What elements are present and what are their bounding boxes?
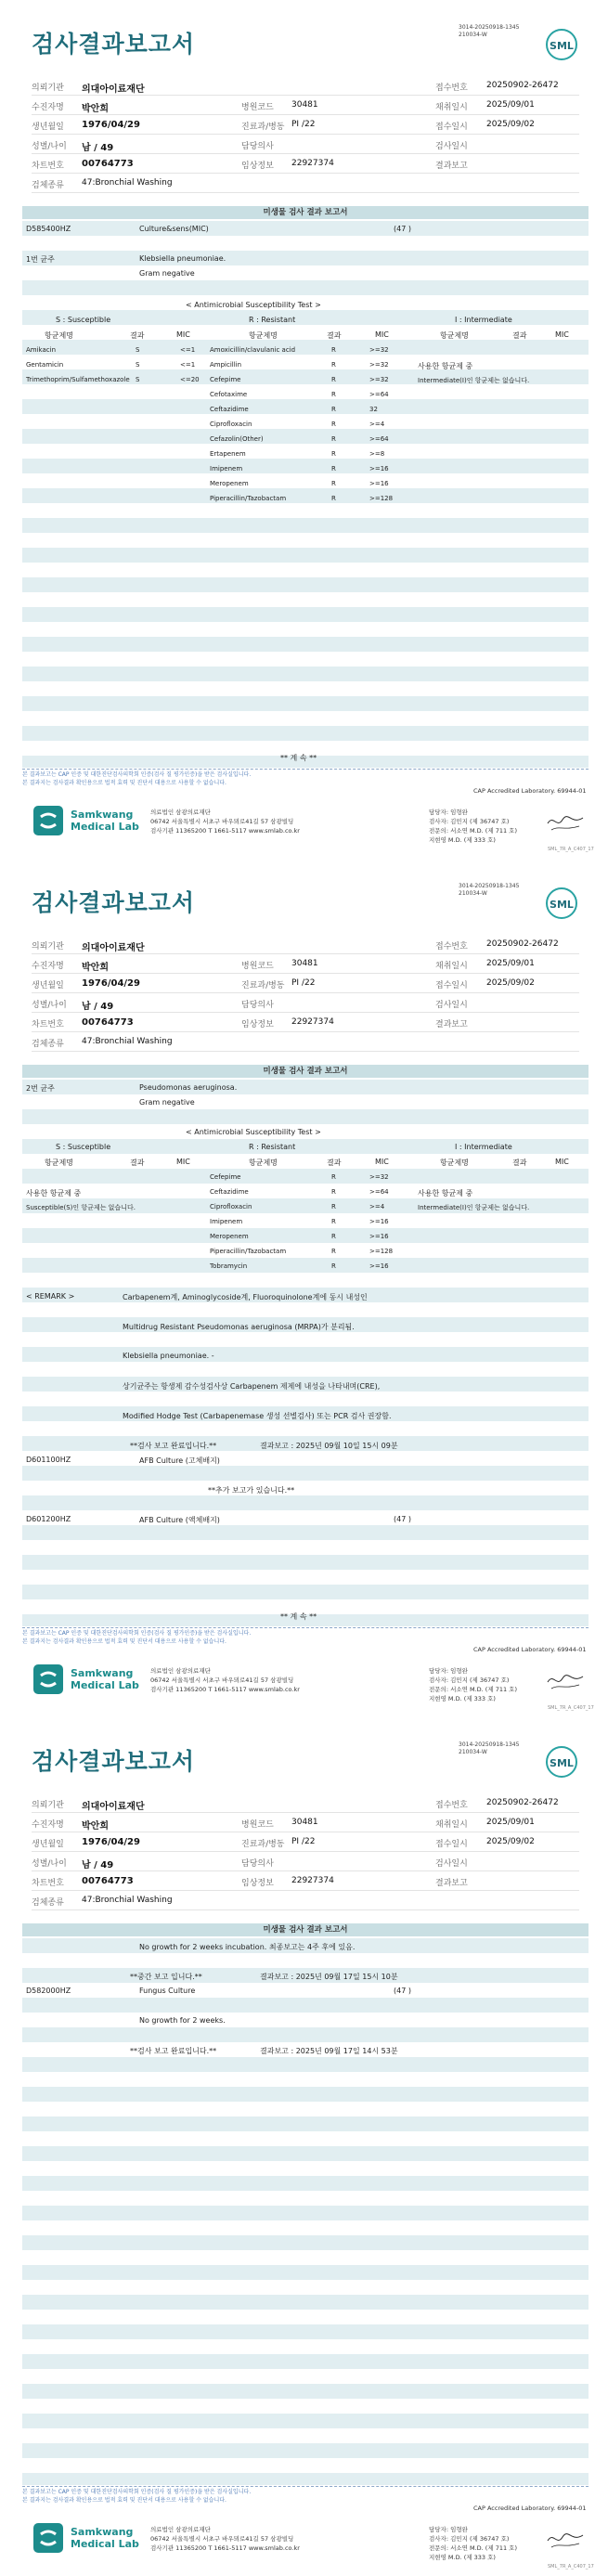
- drug-name: Cefepime: [210, 1173, 241, 1181]
- drug-name: Cefepime: [210, 376, 241, 383]
- drug-name: Ampicillin: [210, 361, 242, 369]
- signatories: 담당자: 임형완 검사자: 김민지 (제 36747 호) 전문의: 서소연 M.D. (제 711 호) 지현영 M.D. (제 333 호): [429, 1667, 517, 1702]
- report-time: 결과보고 : 2025년 09월 17일 14시 53분: [260, 2047, 398, 2055]
- drug-name: Ceftazidime: [210, 406, 249, 413]
- ast-title: < Antimicrobial Susceptibility Test >: [186, 1128, 321, 1136]
- org-address: 의료법인 삼광의료재단 06742 서울특별시 서초구 바우뫼로41길 57 삼광빌딩 검사기관 11365200 T 1661-5117 www.smlab.co.kr: [150, 2526, 300, 2552]
- ast-title: < Antimicrobial Susceptibility Test >: [186, 301, 321, 309]
- print-stamp: 3014-20250918-1345 210034-W: [459, 1741, 520, 1755]
- drug-name: Ciprofloxacin: [210, 421, 252, 428]
- chart-number: 00764773: [82, 159, 134, 169]
- additional-report: **추가 보고가 있습니다.**: [208, 1486, 295, 1495]
- remark-label: < REMARK >: [26, 1292, 75, 1301]
- page-mark: SML_7R_A_C407_17: [548, 847, 594, 852]
- remark-line: Carbapenem계, Aminoglycoside계, Fluoroquinolone계에 동시 내성인: [123, 1293, 368, 1301]
- patient-header: 의뢰기관 의대아이료재단 접수번호 20250902-26472 수진자명 박안희 병원코드 30481 채취일시 2025/09/01 생년월일 1976/04/29 진료과/병동 PI /22 접수일시 2025/09/02 성별/나이 남 / 49 담당의사 검사일시 차트번호 00764773 임상정보 22927374 결과보고 검체종류 47:Bronchial Washing: [32, 76, 579, 193]
- specimen-type: 47:Bronchial Washing: [82, 178, 173, 188]
- patient-name: 박안희: [82, 104, 109, 114]
- receipt-number: 20250902-26472: [486, 81, 559, 90]
- result-table-background: [22, 206, 589, 768]
- institution: 의대아이료재단: [82, 84, 145, 95]
- section-title: 미생물 검사 결과 보고서: [22, 206, 589, 219]
- drug-name: Imipenem: [210, 465, 243, 472]
- organism-label: 1번 균주: [26, 255, 55, 264]
- remark-line: Klebsiella pneumoniae. -: [123, 1352, 214, 1360]
- page-mark: SML_7R_A_C407_17: [548, 1705, 594, 1711]
- page-mark: SML_7R_A_C407_17: [548, 2564, 594, 2570]
- sml-logo-badge: SML: [546, 887, 577, 919]
- legend-s: S : Susceptible: [56, 316, 111, 324]
- drug-name: Imipenem: [210, 1218, 243, 1225]
- remark-line: Multidrug Resistant Pseudomonas aeruginosa (MRPA)가 분리됨.: [123, 1323, 355, 1331]
- org-name: Samkwang Medical Lab: [71, 809, 139, 833]
- drug-name: Amoxicillin/clavulanic acid: [210, 346, 296, 354]
- report-time: 결과보고 : 2025년 09월 10일 15시 09분: [260, 1442, 398, 1450]
- report-complete: **검사 보고 완료입니다.**: [130, 2047, 217, 2055]
- report-page-1: 검사결과보고서 3014-20250918-1345 210034-W SML 의뢰기관 의대아이료재단 접수번호 20250902-26472 수진자명 박안희 병원코드 30481 채취일시 2025/09/01 생년월일 1976/04/29 진료과/병동 PI /22 접수일시 2025/09/02 성별/나이 남 / 49 담당의사 검사일시 차트번호 00764773 임상정보 22927374 결과보고 검체종류 47:Bronchial Washing 미생물 검사 결과 보고서 D585400HZ Culture&sens(MIC) (47 ) 1번 균주 Klebsiella pneumoniae. Gram negative < Antimicrobial Susceptibility Test > S : Susceptible R : Resistant I : Intermediate 항균제명 결과 MIC 항균제명 결과 MIC 항균제명 결과 MIC Amikacin S <=1 Gentamicin S <=1 Trimethoprim/Sulfamethoxazole S <=20 Amoxicillin/clavulanic acid R >=32 Ampicillin R >=32 Cefepime R >=32 Cefotaxime R >=64 Ceftazidime R 32 Ciprofloxacin R >=4 Cefazolin(Other) R >=64 Ertapenem R >=8 Imipenem R >=16 Meropenem R >=16 Piperacillin/Tazobactam R >=128 사용한 항균제 중 Intermediate(I)인 항균제는 없습니다. ** 계 속 ** 본 결과보고는 CAP 인증 및 대한진단검사의학회 인증(검사 질 평가인증)을 받은 검사실입니다. 본 결과지는 검사결과 확인용으로 법적 효력 및 진단서 대용으로 사용할 수 없습니다. CAP Accredited Laboratory. 69944-01 Samkwang Medical Lab 의료법인 삼광의료재단 06742 서울특별시 서초구 바우뫼로41길 57 삼광빌딩 검사기관 11365200 T 1661-5117 www.smlab.co.kr 담당자: 임형완 검사자: 김민지 (제 36747 호) 전문의: 서소연 M.D. (제 711 호) 지현영 M.D. (제 333 호) SML_7R_A_C407_17: [0, 0, 608, 859]
- test-name: Fungus Culture: [139, 1987, 196, 1995]
- birth-date: 1976/04/29: [82, 120, 140, 130]
- signature-image: [546, 2530, 585, 2550]
- cap-accreditation: CAP Accredited Laboratory. 69944-01: [473, 2505, 587, 2512]
- report-page-2: 검사결과보고서 3014-20250918-1345 210034-W SML 의뢰기관 의대아이료재단 접수번호 20250902-26472 수진자명 박안희 병원코드 30481 채취일시 2025/09/01 생년월일 1976/04/29 진료과/병동 PI /22 접수일시 2025/09/02 성별/나이 남 / 49 담당의사 검사일시 차트번호 00764773 임상정보 22927374 결과보고 검체종류 47:Bronchial Washing 미생물 검사 결과 보고서 2번 균주 Pseudomonas aeruginosa. Gram negative < Antimicrobial Susceptibility Test > S : Susceptible R : Resistant I : Intermediate 항균제명 결과 MIC 항균제명 결과 MIC 항균제명 결과 MIC 사용한 항균제 중 Susceptible(S)인 항균제는 없습니다. Cefepime R >=32 Ceftazidime R >=64 Ciprofloxacin R >=4 Imipenem R >=16 Meropenem R >=16 Piperacillin/Tazobactam R >=128 Tobramycin R >=16 사용한 항균제 중 Intermediate(I)인 항균제는 없습니다. < REMARK > Carbapenem계, Aminoglycoside계, Fluoroquinolone계에 동시 내성인 Multidrug Resistant Pseudomonas aeruginosa (MRPA)가 분리됨. Klebsiella pneumoniae. - 상기균주는 항생제 감수성검사상 Carbapenem 제제에 내성을 나타내며(CRE), Modified Hodge Test (Carbapenemase 생성 선별검사) 또는 PCR 검사 권장함. **검사 보고 완료입니다.** 결과보고 : 2025년 09월 10일 15시 09분 D601100HZ AFB Culture (고체배지) **추가 보고가 있습니다.** D601200HZ AFB Culture (액체배지) (47 ) ** 계 속 ** 본 결과보고는 CAP 인증 및 대한진단검사의학회 인증(검사 질 평가인증)을 받은 검사실입니다. 본 결과지는 검사결과 확인용으로 법적 효력 및 진단서 대용으로 사용할 수 없습니다. CAP Accredited Laboratory. 69944-01 Samkwang Medical Lab 의료법인 삼광의료재단 06742 서울특별시 서초구 바우뫼로41길 57 삼광빌딩 검사기관 11365200 T 1661-5117 www.smlab.co.kr 담당자: 임형완 검사자: 김민지 (제 36747 호) 전문의: 서소연 M.D. (제 711 호) 지현영 M.D. (제 333 호) SML_7R_A_C407_17: [0, 859, 608, 1717]
- sml-logo-badge: SML: [546, 1746, 577, 1778]
- drug-name: Gentamicin: [26, 361, 64, 369]
- drug-name: Amikacin: [26, 346, 57, 354]
- sml-logo-badge: SML: [546, 29, 577, 60]
- continued-marker: ** 계 속 **: [280, 754, 317, 762]
- section-title: 미생물 검사 결과 보고서: [22, 1065, 589, 1078]
- test-code: D585400HZ: [26, 225, 71, 233]
- drug-name: Piperacillin/Tazobactam: [210, 1248, 287, 1255]
- drug-name: Ceftazidime: [210, 1188, 249, 1196]
- remark-line: Modified Hodge Test (Carbapenemase 생성 선별검사) 또는 PCR 검사 권장함.: [123, 1412, 392, 1420]
- organism-name: Pseudomonas aeruginosa.: [139, 1083, 238, 1092]
- organism-label: 2번 균주: [26, 1084, 55, 1093]
- drug-name: Trimethoprim/Sulfamethoxazole: [26, 376, 130, 383]
- print-stamp: 3014-20250918-1345 210034-W: [459, 24, 520, 38]
- test-name: Culture&sens(MIC): [139, 225, 209, 233]
- drug-name: Cefazolin(Other): [210, 435, 264, 443]
- test-code: D601100HZ: [26, 1456, 71, 1464]
- cap-accreditation: CAP Accredited Laboratory. 69944-01: [473, 787, 587, 795]
- section-title: 미생물 검사 결과 보고서: [22, 1923, 589, 1936]
- continued-marker: ** 계 속 **: [280, 1612, 317, 1621]
- sml-logo-icon: [33, 1664, 63, 1694]
- test-name: AFB Culture (고체배지): [139, 1456, 220, 1465]
- remark-line: 상기균주는 항생제 감수성검사상 Carbapenem 제제에 내성을 나타내며(CRE),: [123, 1382, 381, 1391]
- org-name: Samkwang Medical Lab: [71, 1667, 139, 1691]
- org-address: 의료법인 삼광의료재단 06742 서울특별시 서초구 바우뫼로41길 57 삼광빌딩 검사기관 11365200 T 1661-5117 www.smlab.co.kr: [150, 1667, 300, 1693]
- fungus-result: No growth for 2 weeks.: [139, 2016, 226, 2025]
- print-stamp: 3014-20250918-1345 210034-W: [459, 883, 520, 897]
- test-name: AFB Culture (액체배지): [139, 1516, 220, 1524]
- patient-header: 의뢰기관 의대아이료재단 접수번호 20250902-26472 수진자명 박안희 병원코드 30481 채취일시 2025/09/01 생년월일 1976/04/29 진료과/병동 PI /22 접수일시 2025/09/02 성별/나이 남 / 49 담당의사 검사일시 차트번호 00764773 임상정보 22927374 결과보고 검체종류 47:Bronchial Washing: [32, 1793, 579, 1910]
- patient-header: 의뢰기관 의대아이료재단 접수번호 20250902-26472 수진자명 박안희 병원코드 30481 채취일시 2025/09/01 생년월일 1976/04/29 진료과/병동 PI /22 접수일시 2025/09/02 성별/나이 남 / 49 담당의사 검사일시 차트번호 00764773 임상정보 22927374 결과보고 검체종류 47:Bronchial Washing: [32, 935, 579, 1052]
- test-code: D582000HZ: [26, 1987, 71, 1995]
- org-address: 의료법인 삼광의료재단 06742 서울특별시 서초구 바우뫼로41길 57 삼광빌딩 검사기관 11365200 T 1661-5117 www.smlab.co.kr: [150, 809, 300, 835]
- drug-name: Piperacillin/Tazobactam: [210, 495, 287, 502]
- sml-logo-icon: [33, 2523, 63, 2553]
- report-title: 검사결과보고서: [32, 31, 196, 58]
- drug-name: Ciprofloxacin: [210, 1203, 252, 1210]
- drug-name: Tobramycin: [210, 1262, 248, 1270]
- afb-result: No growth for 2 weeks incubation. 최종보고는 4주 후에 있음.: [139, 1943, 356, 1951]
- drug-name: Meropenem: [210, 480, 249, 487]
- legend-i: I : Intermediate: [455, 316, 512, 324]
- result-table-background: [22, 1923, 589, 2485]
- report-page-3: 검사결과보고서 3014-20250918-1345 210034-W SML 의뢰기관 의대아이료재단 접수번호 20250902-26472 수진자명 박안희 병원코드 30481 채취일시 2025/09/01 생년월일 1976/04/29 진료과/병동 PI /22 접수일시 2025/09/02 성별/나이 남 / 49 담당의사 검사일시 차트번호 00764773 임상정보 22927374 결과보고 검체종류 47:Bronchial Washing 미생물 검사 결과 보고서 No growth for 2 weeks incubation. 최종보고는 4주 후에 있음. **중간 보고 입니다.** 결과보고 : 2025년 09월 17일 15시 10분 D582000HZ Fungus Culture (47 ) No growth for 2 weeks. **검사 보고 완료입니다.** 결과보고 : 2025년 09월 17일 14시 53분 본 결과보고는 CAP 인증 및 대한진단검사의학회 인증(검사 질 평가인증)을 받은 검사실입니다. 본 결과지는 검사결과 확인용으로 법적 효력 및 진단서 대용으로 사용할 수 없습니다. CAP Accredited Laboratory. 69944-01 Samkwang Medical Lab 의료법인 삼광의료재단 06742 서울특별시 서초구 바우뫼로41길 57 삼광빌딩 검사기관 11365200 T 1661-5117 www.smlab.co.kr 담당자: 임형완 검사자: 김민지 (제 36747 호) 전문의: 서소연 M.D. (제 711 호) 지현영 M.D. (제 333 호) SML_7R_A_C407_17: [0, 1717, 608, 2576]
- footer-note: 본 결과보고는 CAP 인증 및 대한진단검사의학회 인증(검사 질 평가인증)을 받은 검사실입니다. 본 결과지는 검사결과 확인용으로 법적 효력 및 진단서 대용으로 사용할 수 없습니다.: [22, 2486, 589, 2505]
- gram-stain: Gram negative: [139, 269, 195, 278]
- signatories: 담당자: 임형완 검사자: 김민지 (제 36747 호) 전문의: 서소연 M.D. (제 711 호) 지현영 M.D. (제 333 호): [429, 2526, 517, 2561]
- legend-i: I : Intermediate: [455, 1143, 512, 1151]
- legend-s: S : Susceptible: [56, 1143, 111, 1151]
- report-title: 검사결과보고서: [32, 889, 196, 916]
- signature-image: [546, 812, 585, 833]
- organism-name: Klebsiella pneumoniae.: [139, 254, 226, 263]
- drug-name: Cefotaxime: [210, 391, 248, 398]
- gram-stain: Gram negative: [139, 1098, 195, 1107]
- drug-name: Ertapenem: [210, 450, 246, 458]
- cap-accreditation: CAP Accredited Laboratory. 69944-01: [473, 1646, 587, 1653]
- footer-note: 본 결과보고는 CAP 인증 및 대한진단검사의학회 인증(검사 질 평가인증)을 받은 검사실입니다. 본 결과지는 검사결과 확인용으로 법적 효력 및 진단서 대용으로 사용할 수 없습니다.: [22, 1627, 589, 1646]
- report-complete: **검사 보고 완료입니다.**: [130, 1442, 217, 1450]
- sml-logo-icon: [33, 806, 63, 835]
- test-code: D601200HZ: [26, 1515, 71, 1523]
- signature-image: [546, 1671, 585, 1691]
- legend-r: R : Resistant: [249, 316, 296, 324]
- interim-report: **중간 보고 입니다.**: [130, 1973, 202, 1981]
- footer-note: 본 결과보고는 CAP 인증 및 대한진단검사의학회 인증(검사 질 평가인증)을 받은 검사실입니다. 본 결과지는 검사결과 확인용으로 법적 효력 및 진단서 대용으로 사용할 수 없습니다.: [22, 769, 589, 787]
- drug-name: Meropenem: [210, 1233, 249, 1240]
- report-time: 결과보고 : 2025년 09월 17일 15시 10분: [260, 1973, 398, 1981]
- org-name: Samkwang Medical Lab: [71, 2526, 139, 2550]
- legend-r: R : Resistant: [249, 1143, 296, 1151]
- signatories: 담당자: 임형완 검사자: 김민지 (제 36747 호) 전문의: 서소연 M.D. (제 711 호) 지현영 M.D. (제 333 호): [429, 809, 517, 844]
- report-title: 검사결과보고서: [32, 1748, 196, 1775]
